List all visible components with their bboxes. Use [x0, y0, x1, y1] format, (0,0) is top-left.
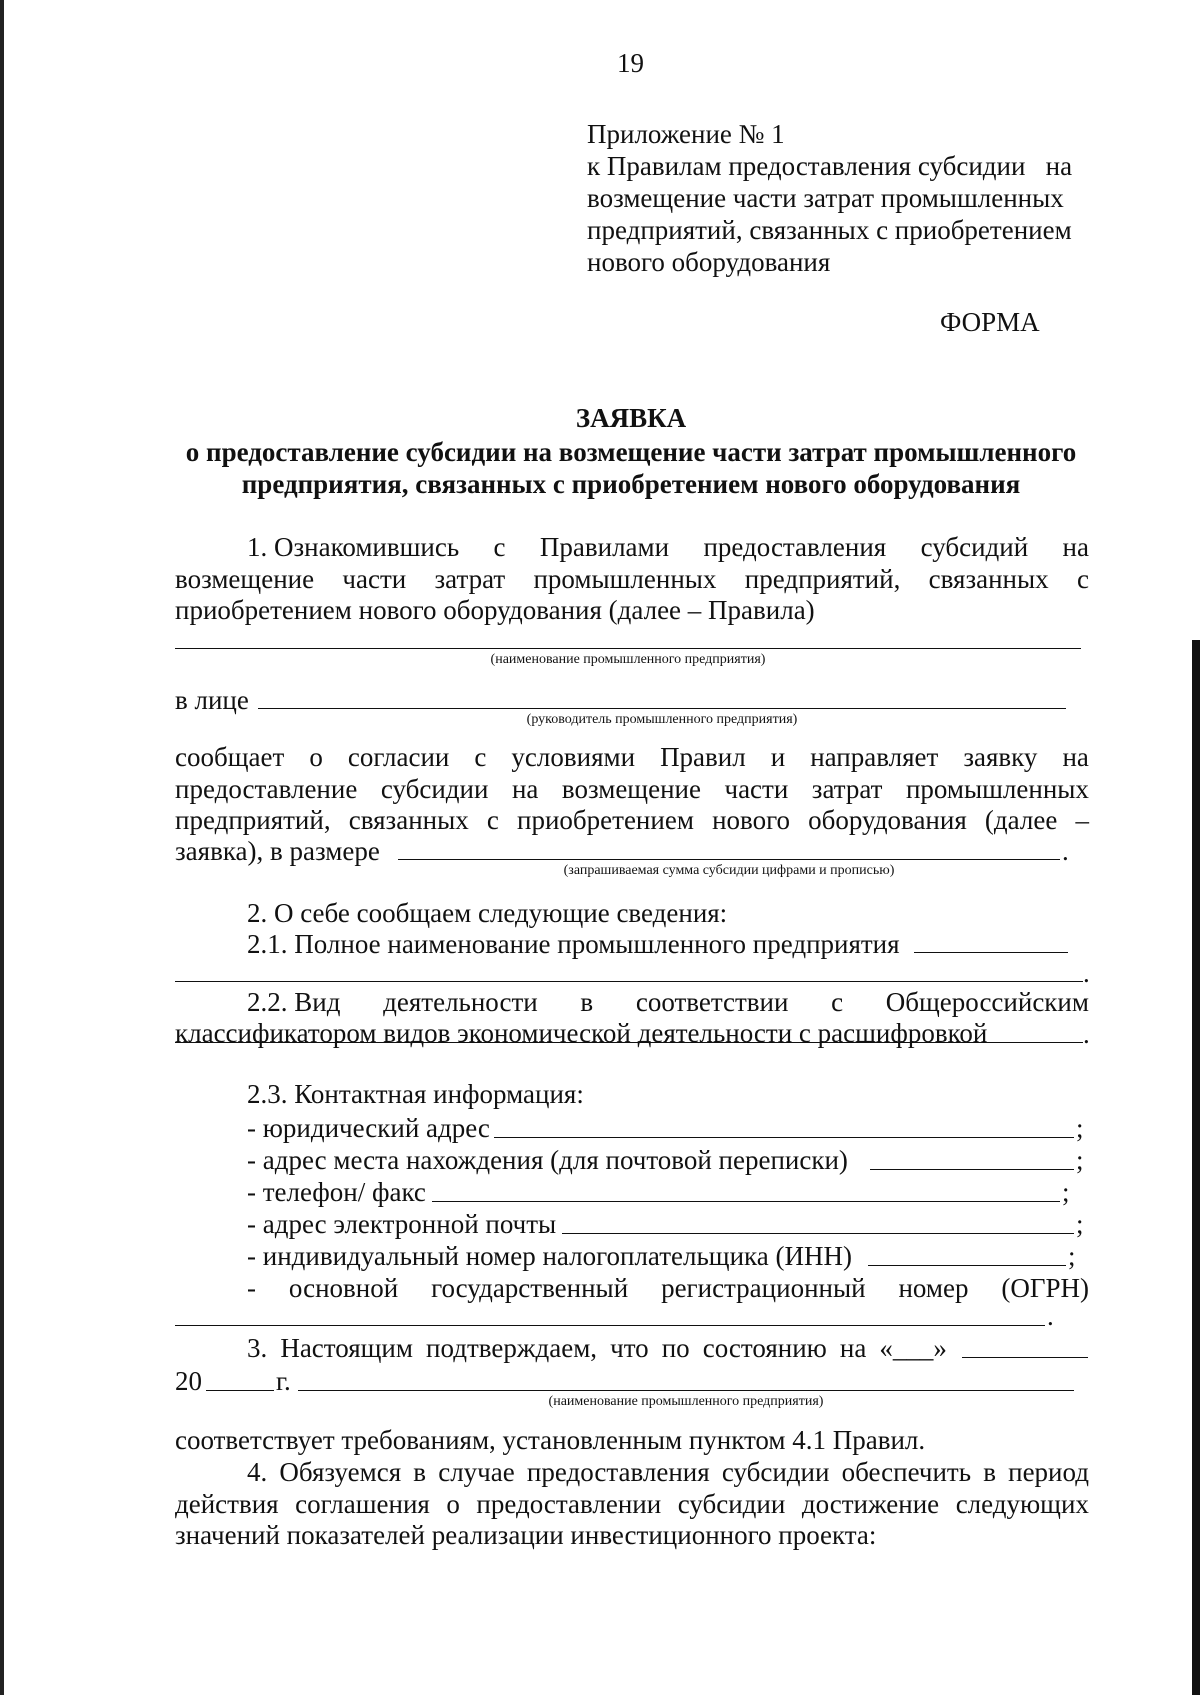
word: связанных: [928, 564, 1049, 594]
word: части: [724, 774, 789, 804]
word: 4.: [247, 1457, 268, 1487]
word: случае: [438, 1457, 515, 1487]
p3-enterprise-field[interactable]: [298, 1390, 1074, 1391]
word: подтверждаем,: [426, 1333, 598, 1363]
item-2-1-label: 2.1. Полное наименование промышленного предприятия: [247, 929, 900, 959]
caption-head: (руководитель промышленного предприятия): [526, 712, 798, 727]
word: на: [1062, 532, 1089, 562]
word: части: [342, 564, 407, 594]
word: предоставлении: [476, 1489, 662, 1519]
word: заявку: [963, 742, 1038, 772]
word: что: [610, 1333, 649, 1363]
email-label: - адрес электронной почты: [247, 1209, 557, 1239]
p1-line-4: [175, 741, 1089, 773]
word: достижение: [801, 1489, 940, 1519]
head-name-field[interactable]: [258, 708, 1066, 709]
section-2-heading: 2. О себе сообщаем следующие сведения:: [247, 898, 728, 928]
word: о: [446, 1489, 460, 1519]
word: Настоящим: [280, 1333, 413, 1363]
ogrn-end: .: [1047, 1301, 1054, 1331]
enterprise-name-field[interactable]: [175, 648, 1081, 649]
ogrn-field[interactable]: [175, 1325, 1045, 1326]
word: (ОГРН): [1001, 1273, 1089, 1303]
date-month-field[interactable]: [962, 1357, 1088, 1358]
legal-address-label: - юридический адрес: [247, 1113, 490, 1143]
item-2-2-line-2: классификатором видов экономической деятельности с расшифровкой: [175, 1018, 988, 1048]
p4-line-2: [175, 1488, 1089, 1520]
p4-line-3: значений показателей реализации инвестиционного проекта:: [175, 1520, 877, 1550]
word: с: [474, 742, 487, 772]
p3-line-2: соответствует требованиям, установленным пунктом 4.1 Правил.: [175, 1425, 926, 1455]
in-person-label: в лице: [175, 685, 249, 715]
caption-enterprise-name: (наименование промышленного предприятия): [490, 652, 766, 667]
legal-address-end: ;: [1076, 1113, 1084, 1143]
word: номер: [898, 1273, 969, 1303]
word: предоставления: [526, 1457, 710, 1487]
scan-edge-right: [1192, 640, 1200, 1695]
word: с: [1076, 564, 1089, 594]
item-2-2-end: .: [1083, 1019, 1090, 1049]
word: с: [493, 532, 506, 562]
word: по: [661, 1333, 690, 1363]
subsidy-amount-field[interactable]: [398, 859, 1060, 860]
title-main: ЗАЯВКА: [575, 403, 687, 433]
p3-line-1: [247, 1332, 947, 1364]
appendix-line-3: возмещение части затрат промышленных: [587, 183, 1064, 213]
word: Обязуемся: [279, 1457, 402, 1487]
word: возмещение: [561, 774, 701, 804]
word: возмещение: [175, 564, 315, 594]
word: обеспечить: [841, 1457, 972, 1487]
word: 1. Ознакомившись: [247, 532, 460, 562]
item-2-3-heading: 2.3. Контактная информация:: [247, 1079, 584, 1109]
word: предоставление: [175, 774, 358, 804]
word: связанных: [348, 805, 469, 835]
inn-field[interactable]: [868, 1265, 1066, 1266]
word: субсидии: [380, 774, 489, 804]
word: сообщает: [175, 742, 285, 772]
phone-fax-label: - телефон/ факс: [247, 1177, 426, 1207]
p1-line-7: заявка), в размере: [175, 836, 380, 866]
word: период: [1008, 1457, 1089, 1487]
word: затрат: [811, 774, 883, 804]
word: условиями: [511, 742, 636, 772]
scan-edge-left: [0, 0, 4, 1695]
word: предприятий,: [175, 805, 331, 835]
word: состоянию: [702, 1333, 827, 1363]
title-sub-2: предприятия, связанных с приобретением нового оборудования: [241, 469, 1021, 499]
word: в: [413, 1457, 427, 1487]
item-2-1-end: .: [1083, 958, 1090, 988]
appendix-line-1: Приложение № 1: [587, 119, 785, 149]
word: на: [511, 774, 539, 804]
caption-amount: (запрашиваемая сумма субсидии цифрами и прописью): [563, 863, 895, 878]
email-end: ;: [1076, 1209, 1084, 1239]
location-address-end: ;: [1076, 1145, 1084, 1175]
word: основной: [288, 1273, 399, 1303]
word: предоставления: [703, 532, 887, 562]
word: государственный: [431, 1273, 629, 1303]
ogrn-line: [247, 1272, 1089, 1304]
appendix-line-4: предприятий, связанных с приобретением: [587, 215, 1072, 245]
p1-line-2: [175, 563, 1089, 595]
word: направляет: [810, 742, 939, 772]
legal-address-field[interactable]: [494, 1137, 1074, 1138]
word: предприятий,: [744, 564, 901, 594]
word: -: [247, 1273, 256, 1303]
location-address-field[interactable]: [870, 1169, 1074, 1170]
word: в: [580, 987, 594, 1017]
word: следующих: [955, 1489, 1089, 1519]
phone-fax-end: ;: [1062, 1177, 1070, 1207]
page-number: 19: [617, 48, 644, 78]
word: промышленных: [905, 774, 1089, 804]
word: согласии: [347, 742, 450, 772]
form-label: ФОРМА: [940, 307, 1040, 337]
word: оборудования: [808, 805, 967, 835]
full-name-field-b[interactable]: [175, 981, 1083, 982]
word: приобретением: [517, 805, 694, 835]
word: с: [831, 987, 844, 1017]
word: на: [839, 1333, 867, 1363]
word: деятельности: [383, 987, 538, 1017]
item-2-2-line-1: [247, 986, 1089, 1018]
p1-line-3: приобретением нового оборудования (далее – Правила): [175, 595, 815, 625]
activity-field[interactable]: [175, 1042, 1083, 1043]
word: в: [983, 1457, 996, 1487]
appendix-line-2: к Правилам предоставления субсидии на: [587, 151, 1073, 181]
phone-fax-field[interactable]: [432, 1201, 1060, 1202]
word: 2.2. Вид: [247, 987, 341, 1017]
word: и: [770, 742, 786, 772]
inn-end: ;: [1068, 1241, 1076, 1271]
word: затрат: [434, 564, 506, 594]
word: «___»: [879, 1333, 947, 1363]
word: на: [1062, 742, 1089, 772]
word: (далее: [984, 805, 1058, 835]
word: соглашения: [295, 1489, 430, 1519]
caption-p3-enterprise: (наименование промышленного предприятия): [548, 1394, 824, 1409]
word: Правилами: [539, 532, 670, 562]
word: соответствии: [635, 987, 789, 1017]
appendix-line-5: нового оборудования: [587, 247, 831, 277]
word: с: [486, 805, 499, 835]
word: нового: [712, 805, 790, 835]
p1-line-6: [175, 804, 1089, 836]
word: действия: [175, 1489, 279, 1519]
p4-line-1: [247, 1456, 1089, 1488]
word: Общероссийским: [885, 987, 1089, 1017]
word: субсидии: [677, 1489, 786, 1519]
year-field[interactable]: [206, 1390, 274, 1391]
p1-line-7-end: .: [1062, 836, 1069, 866]
full-name-field-a[interactable]: [914, 952, 1068, 953]
word: –: [1075, 805, 1089, 835]
word: субсидии: [721, 1457, 830, 1487]
word: промышленных: [533, 564, 717, 594]
title-sub-1: о предоставление субсидии на возмещение части затрат промышленного: [185, 437, 1077, 467]
location-address-label: - адрес места нахождения (для почтовой переписки): [247, 1145, 848, 1175]
word: Правил: [660, 742, 746, 772]
p1-line-1: [247, 531, 1089, 563]
year-suffix: г.: [276, 1366, 291, 1396]
email-field[interactable]: [562, 1233, 1074, 1234]
word: о: [309, 742, 323, 772]
year-prefix: 20: [175, 1366, 202, 1396]
inn-label: - индивидуальный номер налогоплательщика (ИНН): [247, 1241, 852, 1271]
p1-line-5: [175, 773, 1089, 805]
word: субсидий: [920, 532, 1029, 562]
word: регистрационный: [661, 1273, 866, 1303]
word: 3.: [247, 1333, 268, 1363]
